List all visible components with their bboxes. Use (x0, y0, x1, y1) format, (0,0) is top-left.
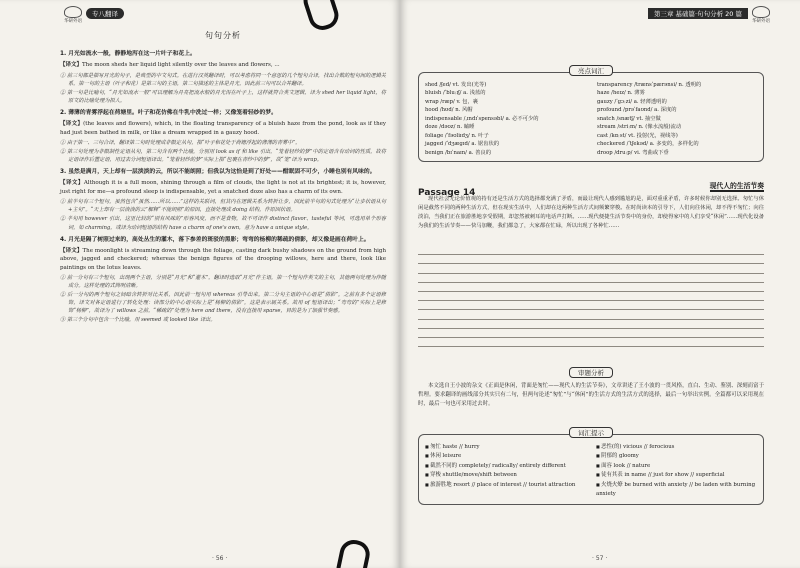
vocab-item: snatch /snætʃ/ vt. 抽空做 (597, 115, 661, 122)
note: ③ 第三个分句中包含一个比喻，用 seemed 或 looked like 译出。 (60, 317, 216, 324)
hint-item: ■ 徒有其表 in name // just for show // superficial (596, 471, 757, 480)
note: ① 前三句都是描写月光的句子，是典型的中文句式。在进行汉英翻译时，可以考虑将同一个意思的几个短句合译，找出合数的短句间的逻辑关系。第一句的主语（叶子和花）是第三句的主语，第二句描述的主体是月光，因此前三句可以合并翻译。 (60, 72, 386, 87)
note: ② 第三句处理为非限制性定语从句，第二句含有两个比喻，分别用 look as if 和 like 引出。“笼着轻纱的梦”中的定语含有动词的性质，故将定语译作后置定语，用过去分词短语译出。“笼着轻纱的梦”实际上指“包裹在青纱中的梦”，故“笼”译为 wrap。 (60, 149, 386, 164)
hint-column-right (596, 443, 757, 500)
vocab-title: 亮点词汇 (569, 65, 613, 76)
vocab-item: checkered /ˈtʃekəd/ a. 多变的，多样化的 (597, 141, 699, 148)
analysis-section (418, 360, 764, 410)
vocab-item: transparency /trænsˈpærənsi/ n. 透明的 (597, 82, 702, 88)
vocab-item: benign /bɪˈnaɪn/ a. 善良的 (425, 149, 492, 156)
hint-item: ■ 休闲 leisure (425, 452, 586, 461)
hint-item: ■ 截然不同的 completely/ radically/ entirely different (425, 462, 586, 471)
note: ① 由于第一、三句合译，翻译第二句时处理成非限定从句，指“叶子和花处于荷塘浮起的薄薄的青雾中”。 (60, 140, 301, 147)
translation (60, 120, 386, 137)
vocab-section (418, 58, 764, 162)
translation (60, 61, 386, 70)
translation-text: The moon sheds her liquid light silently over the leaves and flowers, ... (82, 62, 280, 69)
owl-icon (752, 6, 770, 18)
vocab-box (418, 72, 764, 162)
answer-line (418, 292, 764, 301)
hint-column-left (425, 443, 586, 500)
answer-line (418, 255, 764, 264)
translation-tag: 【译文】 (60, 62, 83, 69)
translation-text: The moonlight is streaming down through the foliage, casting dark bushy shadows on the ground from high above, jagged and checkered; whereas the benign figures of the drooping willows, here and there, look like paintings on the lotus leaves. (60, 247, 386, 271)
note: ② 半句用 however 引出，这里比较的“别有风味的”形容风度，而不是食物，故不可译作 distinct flavor、tasteful 等词，可选用单个形容词，如 charming，或译为动词短语的结构 have a charm of one's own，意为 have a unique style。 (60, 216, 386, 231)
passage-subtitle: 现代人的生活节奏 (709, 182, 764, 190)
answer-line (418, 301, 764, 310)
page-number: · 57 · (592, 555, 608, 562)
hint-item: ■ 旅游胜地 resort // place of interest // tourist attraction (425, 481, 586, 490)
translation-tag: 【译文】 (60, 247, 83, 254)
answer-lines (418, 246, 764, 347)
analysis-item-4 (60, 236, 386, 325)
vocab-item: stream /striːm/ n. (像水流般)流动 (597, 124, 682, 131)
translation (60, 179, 386, 196)
logo-caption: 华研外语 (64, 19, 82, 24)
passage-title: Passage 14 (418, 188, 476, 198)
answer-line (418, 338, 764, 347)
vocab-column-right (597, 81, 757, 157)
item-head: 4. 月光是隔了树照过来的，高处丛生的灌木，落下参差的斑驳的黑影；弯弯的杨柳的稀疏的倩影，却又像是画在荷叶上。 (60, 236, 370, 243)
vocab-item: hood /hʊd/ n. 风帽 (425, 107, 473, 114)
page-number: · 56 · (212, 555, 228, 562)
answer-line (418, 329, 764, 338)
logo-caption: 华研外语 (752, 19, 770, 24)
hint-item: ■ 火烧火燎 be burned with anxiety // be laden with burning anxiety (596, 481, 757, 500)
translation-tag: 【译文】 (60, 180, 84, 187)
vocab-item: profound /prəˈfaʊnd/ a. 深度的 (597, 107, 677, 114)
answer-line (418, 274, 764, 283)
vocab-item: indispensable /ˌɪndɪˈspensəbl/ a. 必不可少的 (425, 115, 539, 122)
answer-line (418, 320, 764, 329)
vocab-item: gauzy /ˈɡɔːzi/ a. 轻薄透明的 (597, 98, 667, 105)
vocab-item: jagged /ˈdʒæɡɪd/ a. 锯齿状的 (425, 141, 500, 148)
publisher-logo (750, 6, 772, 26)
hint-section (418, 420, 764, 505)
note: ① 前一分句有三个短句，出现两个主语，分别是“月光”和“灌木”。翻译时选取“月光”作主语，第一个短句作英文的主句，其他两句处理为伴随成分。这样处理的式简明清晰。 (60, 275, 386, 290)
vocab-item: doze /dəʊz/ n. 瞌睡 (425, 124, 475, 131)
hint-item: ■ 匆忙 haste // hurry (425, 443, 586, 452)
owl-icon (64, 6, 82, 18)
vocab-item: shed /ʃed/ vt. 发出(光等) (425, 82, 487, 88)
hint-item: ■ 面容 look // nature (596, 462, 757, 471)
hint-item: ■ 恶性(的) vicious // ferocious (596, 443, 757, 452)
note: ② 第一句是比喻句，“月光如流水一般”可以理解为月亮把流水般的月光泻在叶子上，这样就符合英文逻辑，译为 shed her liquid light，将原文的比喻处理为拟人。 (60, 90, 386, 105)
translation-text: (the leaves and flowers), which, in the floating transparency of a bluish haze from the pond, look as if they had just been bathed in milk, or like a dream wrapped in a gauzy hood. (60, 121, 386, 136)
analysis-item-1 (60, 50, 386, 105)
vocab-item: wrap /ræp/ v. 包，裹 (425, 98, 479, 105)
category-badge: 专八翻译 (86, 8, 124, 19)
answer-line (418, 246, 764, 255)
analysis-item-3 (60, 168, 386, 231)
note: ① 前半句有三个短句，虽然包含“虽然……所以……”这样的关联词，但其内在逻辑关系为转折让步，因此前半句的句式处理为“让步状语从句+主句”。“天上却有一层淡淡的云”解释“不能朗照”的原因，直接处理成 doing 结构，作原因状语。 (60, 199, 386, 214)
hint-box (418, 434, 764, 505)
analysis-title: 审题分析 (569, 367, 613, 378)
answer-line (418, 264, 764, 273)
hint-item: ■ 阴郁的 gloomy (596, 452, 757, 461)
answer-line (418, 310, 764, 319)
translation-text: Although it is a full moon, shining through a film of clouds, the light is not at its brightest; it is, however, just right for me—a profound sleep is indispensable, yet a snatched doze also has a charm of its own. (60, 180, 386, 195)
vocab-item: haze /heɪz/ n. 薄雾 (597, 90, 645, 97)
vocab-item: bluish /ˈbluːɪʃ/ a. 浅蓝的 (425, 90, 486, 97)
left-content (60, 28, 386, 326)
passage-body: 现代社会无论价值观的持有还是生活方式的选择都充满了矛盾，而最让现代人感到尴尬的是，面对重重矛盾，许多时候你却别无选择。匆忙与休闲是截然不同的两种生活方式，但在现实生活中，人们却在这两种生活方式间频繁穿梭。在时尚读本的引导下，人们向往休闲，却不得不匆忙；向往淡泊，当我们正在旅游胜地享受假期，却忽然被刺耳的电话声打断。……现代便捷生活节奏中的身份，却使得家中的人们享受“休闲”……现代化设备为我们的生活节奏——快马加鞭，我们都急了，大家都在忙碌，所以出现了各种忙…… (418, 196, 764, 229)
section-title: 句句分析 (205, 31, 241, 40)
note: ② 后一分句的两个短句之间暗含转折对比关系，因此前一短句用 whereas 引导出来。第二分句主语的中心语是“倩影”，之前有多个定语修饰，译文对各定语进行了转化处理：读部分的中心语实际上是“杨柳的倩影”，这是表示属关系。故用 of 短语译出；“弯弯的”实际上是修饰“杨柳”，故译为了 willows 之前。“稀疏的”处理为 here and there，没有直接用 sparse，目的是为了加强节奏感。 (60, 292, 386, 315)
analysis-body: 本文选自王小波的杂文《正面是休闲，背面是匆忙——现代人的生活节奏》，文章讲述了王小波的一贯风格，直白、生动、鉴别、深刻而富于哲理。要求翻译的画线部分其实只有二句，但两句论述“匆忙”与“休闲”的生活方式的生活方式的选择，最后一句举出实例。全篇都可以采用现在时，最后一句也可采用过去时。 (418, 383, 764, 408)
hint-item: ■ 穿梭 shuttle/move/shift between (425, 471, 586, 480)
chapter-header: 第三章 基础篇·句句分析 20 篇 (648, 8, 748, 19)
publisher-logo (62, 6, 84, 26)
item-head: 1. 月光如流水一般，静静地泻在这一片叶子和花上。 (60, 51, 196, 58)
vocab-item: foliage /ˈfəʊliɪdʒ/ n. 叶子 (425, 132, 489, 139)
vocab-item: cast /kɑːst/ vt. 投射(光，视线等) (597, 132, 678, 139)
hint-title: 词汇提示 (569, 427, 613, 438)
vocab-column-left (425, 81, 585, 157)
analysis-item-2 (60, 109, 386, 164)
answer-line (418, 283, 764, 292)
translation-tag: 【译文】 (60, 121, 84, 128)
vocab-item: droop /druːp/ vi. 弯曲或下垂 (597, 149, 669, 156)
translation (60, 247, 386, 273)
item-head: 3. 虽然是满月，天上却有一层淡淡的云，所以不能朗照；但我以为这恰是到了好处——酣眠固不可少，小睡也别有风味的。 (60, 169, 376, 176)
item-head: 2. 薄薄的青雾浮起在荷塘里。叶子和花仿佛在牛乳中洗过一样；又像笼着轻纱的梦。 (60, 110, 277, 117)
